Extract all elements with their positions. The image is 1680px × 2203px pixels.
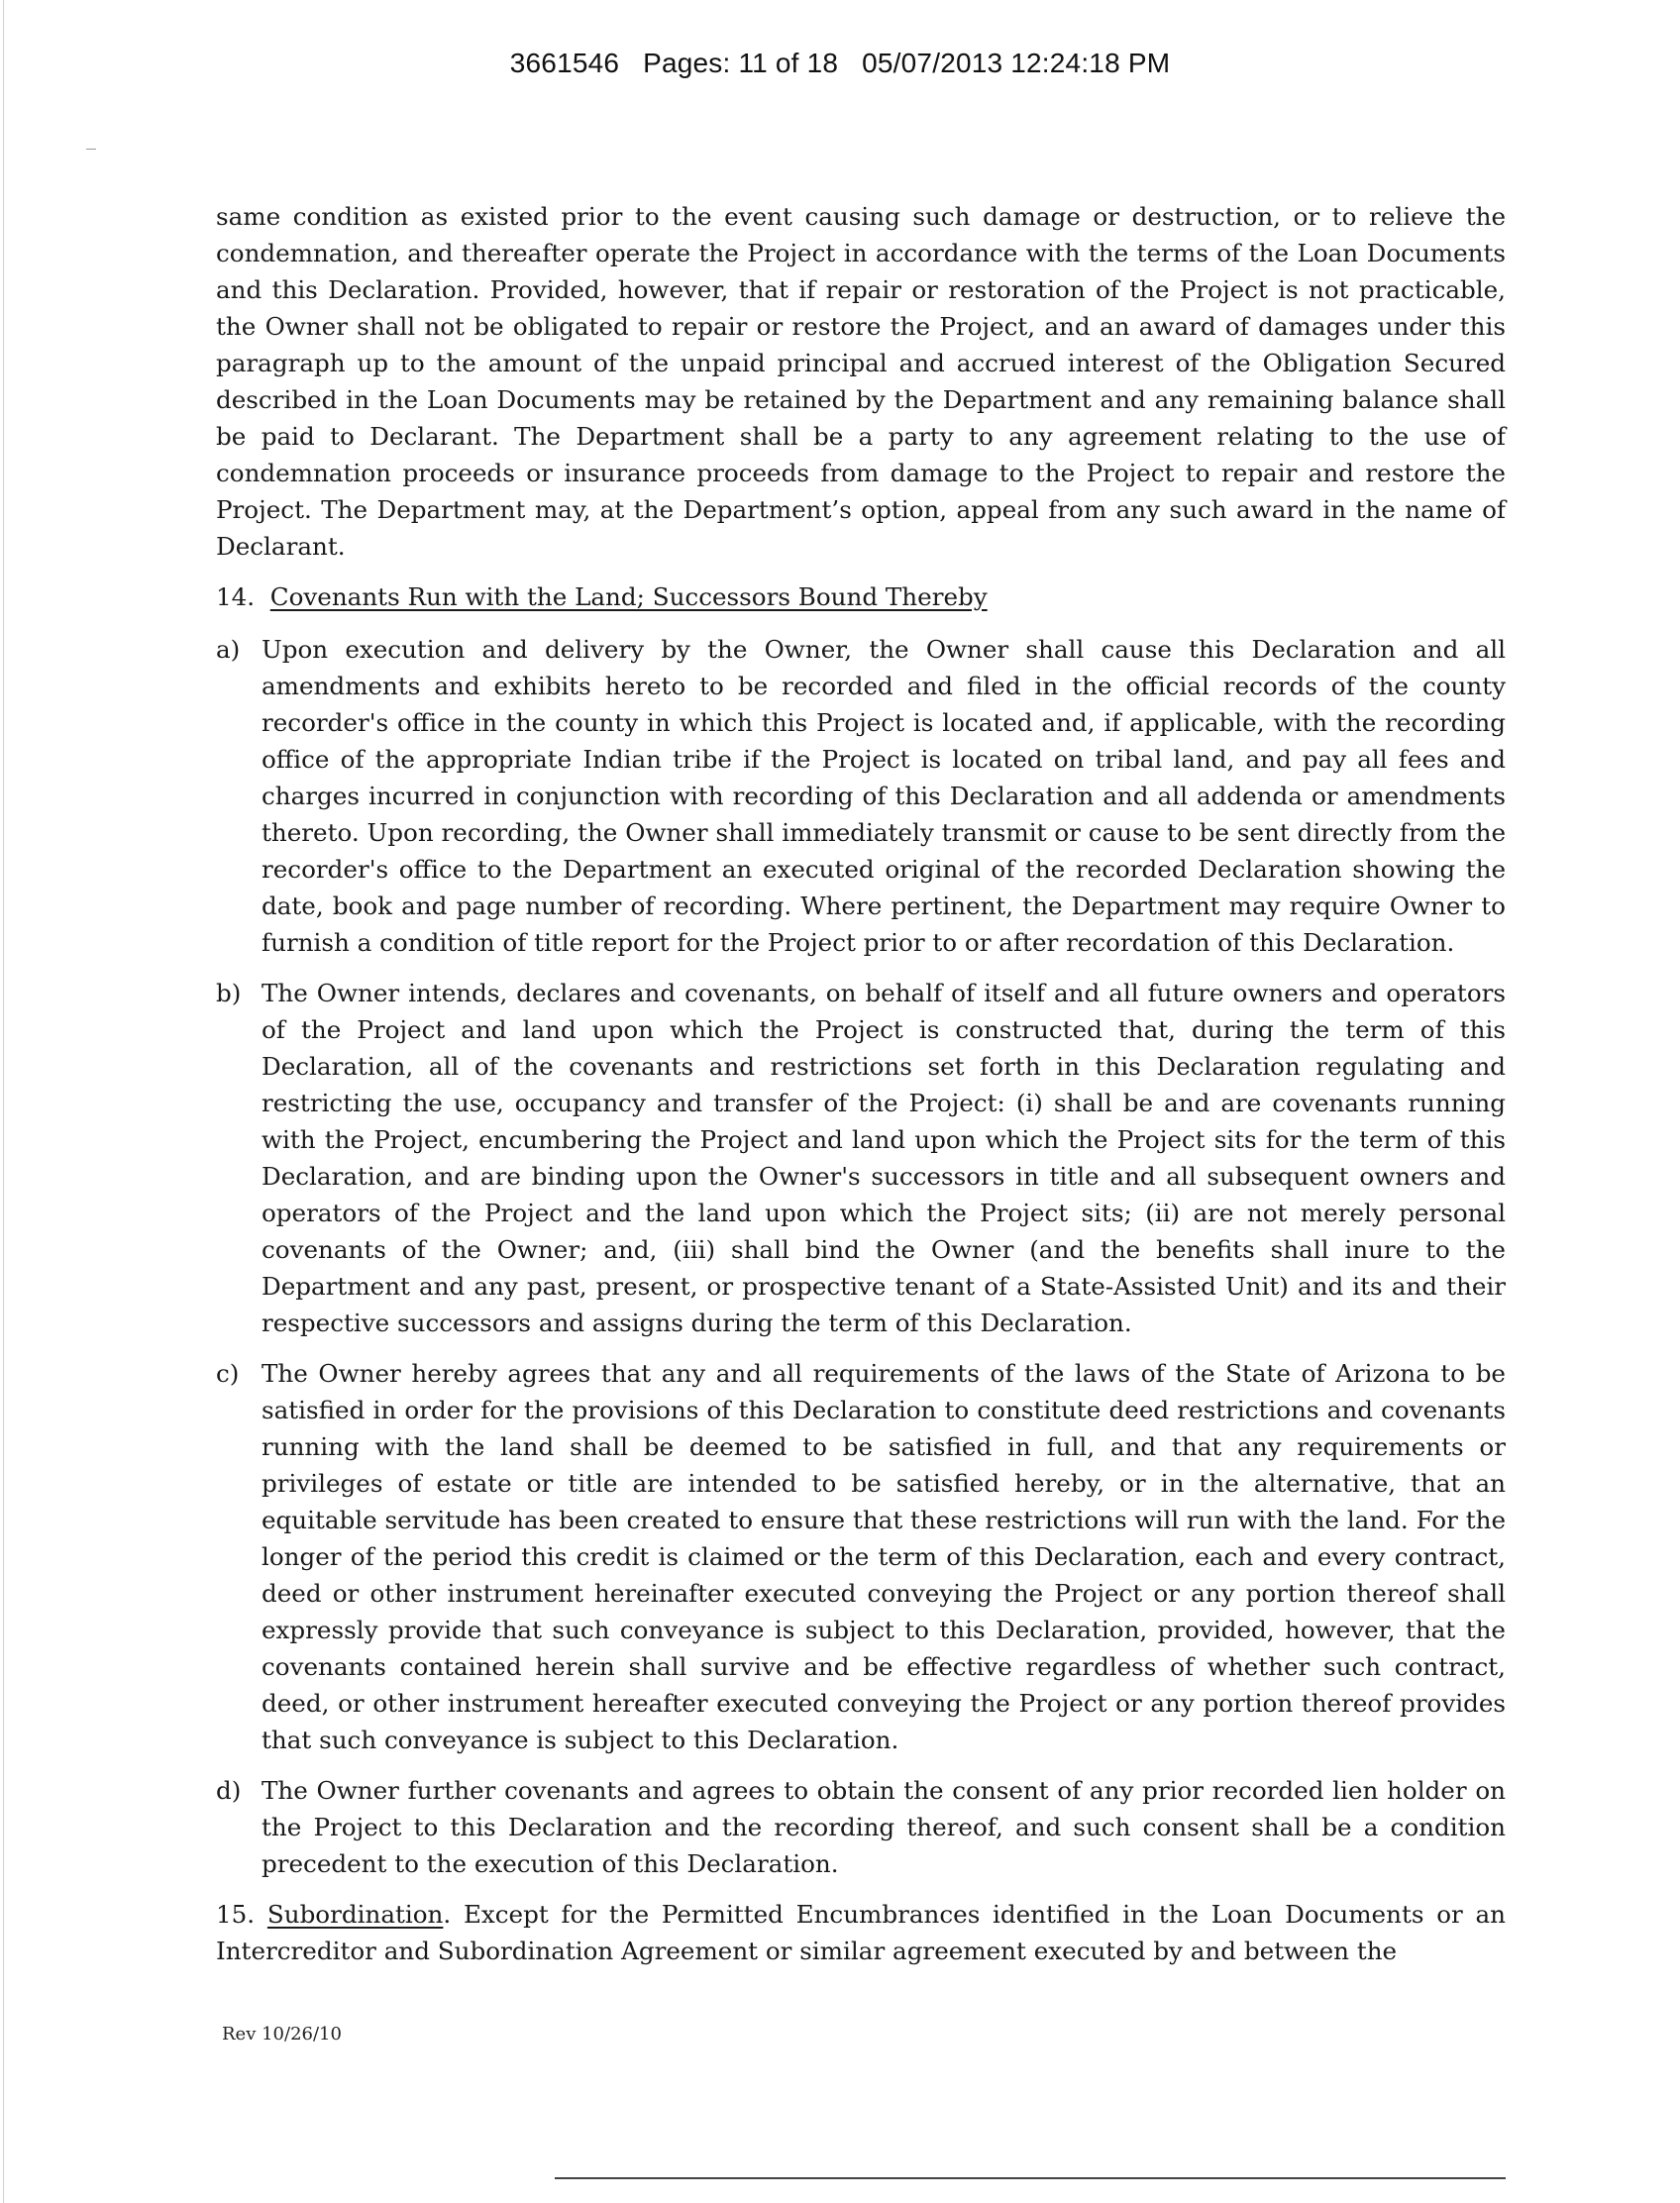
record-datetime: 05/07/2013 12:24:18 PM [862,48,1171,78]
item-text: The Owner intends, declares and covenants, on behalf of itself and all future owners and operators of the Project and land upon which the Project is constructed that, during the term of this Declaration, all of the covenants and restrictions set forth in this Declaration regulating and restricting the use, occupancy and transfer of the Project: (i) shall be and are covenants running with the Project, encumbering the Project and land upon which the Project sits for the term of this Declaration, and are binding upon the Owner's successors in title and all subsequent owners and operators of the Project and the land upon which the Project sits; (ii) are not merely personal covenants of the Owner; and, (iii) shall bind the Owner (and the benefits shall inure to the Department and any past, present, or prospective tenant of a State-Assisted Unit) and its and their respective successors and assigns during the term of this Declaration. [262,979,1506,1337]
revision-footer: Rev 10/26/10 [222,2024,342,2045]
item-text: Upon execution and delivery by the Owner, the Owner shall cause this Declaration and all amendments and exhibits hereto to be recorded and filed in the official records of the county recorder's office in the county in which this Project is located and, if applicable, with the recording office of the appropriate Indian tribe if the Project is located on tribal land, and pay all fees and charges incurred in conjunction with recording of this Declaration and all addenda or amendments thereto. Upon recording, the Owner shall immediately transmit or cause to be sent directly from the recorder's office to the Department an executed original of the recorded Declaration showing the date, book and page number of recording. Where pertinent, the Department may require Owner to furnish a condition of title report for the Project prior to or after recordation of this Declaration. [262,635,1506,957]
list-item [216,975,1506,1341]
section-14-title: Covenants Run with the Land; Successors Bound Thereby [269,582,988,611]
item-marker: d) [216,1776,242,1805]
section-14-number: 14. [216,582,256,611]
section-14-heading [216,578,1506,615]
bottom-rule [555,2177,1506,2179]
item-marker: a) [216,635,241,664]
section-15-text: . Except for the Permitted Encumbrances identified in the Loan Documents or an Intercreditor and Subordination Agreement or similar agreement executed by and between the [216,1900,1506,1965]
scan-edge-line [3,0,4,2203]
list-item [216,1772,1506,1882]
intro-paragraph: same condition as existed prior to the event causing such damage or destruction, or to relieve the condemnation, and thereafter operate the Project in accordance with the terms of the Loan Documents and this Declaration. Provided, however, that if repair or restoration of the Project is not practicable, the Owner shall not be obligated to repair or restore the Project, and an award of damages under this paragraph up to the amount of the unpaid principal and accrued interest of the Obligation Secured described in the Loan Documents may be retained by the Department and any remaining balance shall be paid to Declarant. The Department shall be a party to any agreement relating to the use of condemnation proceeds or insurance proceeds from damage to the Project to repair and restore the Project. The Department may, at the Department’s option, appeal from any such award in the name of Declarant. [216,202,1506,561]
recording-header [0,48,1680,79]
item-text: The Owner hereby agrees that any and all requirements of the laws of the State of Arizona to be satisfied in order for the provisions of this Declaration to constitute deed restrictions and covenants running with the land shall be deemed to be satisfied in full, and that any requirements or privileges of estate or title are intended to be satisfied hereby, or in the alternative, that an equitable servitude has been created to ensure that these restrictions will run with the land. For the longer of the period this credit is claimed or the term of this Declaration, each and every contract, deed or other instrument hereinafter executed conveying the Project or any portion thereof shall expressly provide that such conveyance is subject to this Declaration, provided, however, that the covenants contained herein shall survive and be effective regardless of whether such contract, deed, or other instrument hereafter executed conveying the Project or any portion thereof provides that such conveyance is subject to this Declaration. [262,1359,1506,1754]
item-text: The Owner further covenants and agrees to obtain the consent of any prior recorded lien holder on the Project to this Declaration and the recording thereof, and such consent shall be a condition precedent to the execution of this Declaration. [262,1776,1506,1878]
item-marker: c) [216,1359,240,1388]
margin-mark [86,149,96,150]
document-number: 3661546 [509,48,620,78]
list-item [216,631,1506,961]
list-item [216,1355,1506,1758]
page-count: Pages: 11 of 18 [643,48,839,78]
section-15-number: 15. [216,1900,256,1929]
item-marker: b) [216,979,242,1007]
section-15-paragraph [216,1896,1506,1969]
section-15-title: Subordination [266,1900,444,1929]
document-body [216,198,1506,1969]
